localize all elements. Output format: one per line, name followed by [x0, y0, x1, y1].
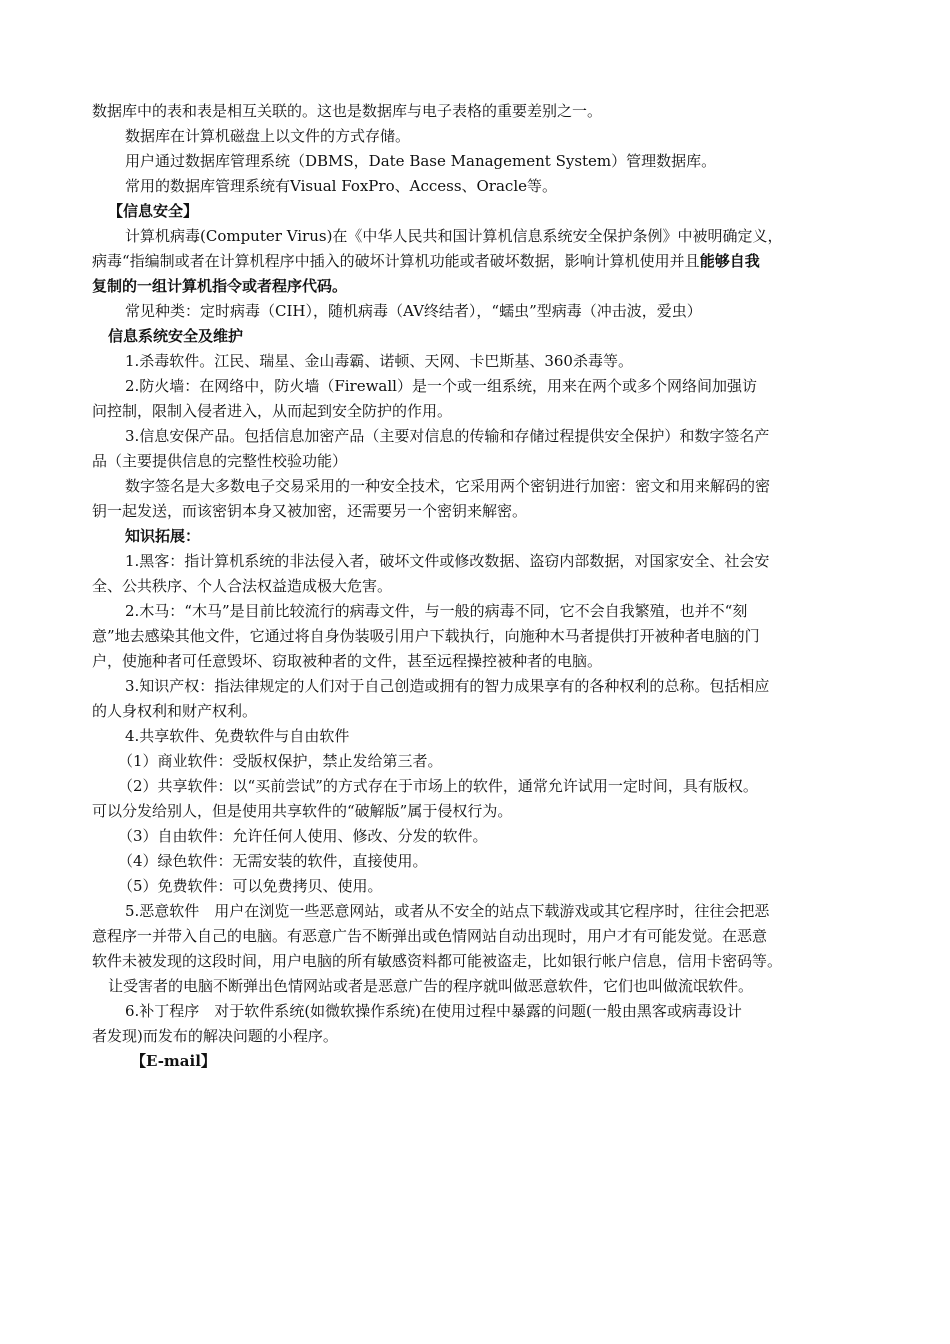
- paragraph-line: 全、公共秩序、个人合法权益造成极大危害。: [92, 577, 393, 595]
- paragraph-line: [92, 249, 760, 274]
- paragraph-line: 1.杀毒软件。江民、瑞星、金山毒霸、诺顿、天网、卡巴斯基、360杀毒等。: [125, 352, 633, 370]
- paragraph-line: 者发现)而发布的解决问题的小程序。: [92, 1027, 338, 1045]
- list-item: （3）自由软件：允许任何人使用、修改、分发的软件。: [118, 827, 488, 845]
- paragraph-line: 可以分发给别人，但是使用共享软件的“破解版”属于侵权行为。: [92, 802, 513, 820]
- paragraph-line: 钥一起发送，而该密钥本身又被加密，还需要另一个密钥来解密。: [92, 502, 528, 520]
- paragraph-line: 数字签名是大多数电子交易采用的一种安全技术，它采用两个密钥进行加密：密文和用来解码的密: [125, 477, 771, 495]
- paragraph-line: 品（主要提供信息的完整性校验功能）: [92, 452, 348, 470]
- paragraph-line: 1.黑客：指计算机系统的非法侵入者，破坏文件或修改数据、盗窃内部数据，对国家安全、社会安: [125, 552, 770, 570]
- paragraph-line: 2.木马：“木马”是目前比较流行的病毒文件，与一般的病毒不同，它不会自我繁殖，也并不“刻: [125, 602, 748, 620]
- paragraph-line: 常用的数据库管理系统有Visual FoxPro、Access、Oracle等。: [125, 177, 557, 195]
- paragraph-line: 问控制，限制入侵者进入，从而起到安全防护的作用。: [92, 402, 453, 420]
- list-item: （4）绿色软件：无需安装的软件，直接使用。: [118, 852, 428, 870]
- paragraph-line: 用户通过数据库管理系统（DBMS，Date Base Management System）管理数据库。: [125, 152, 717, 170]
- bold-text-run: 能够自我: [699, 252, 760, 270]
- paragraph-line: 6.补丁程序 对于软件系统(如微软操作系统)在使用过程中暴露的问题(一般由黑客或病毒设计: [125, 1002, 742, 1020]
- paragraph-line: 3.信息安保产品。包括信息加密产品（主要对信息的传输和存储过程提供安全保护）和数字签名产: [125, 427, 770, 445]
- paragraph-line: 数据库中的表和表是相互关联的。这也是数据库与电子表格的重要差别之一。: [92, 102, 603, 120]
- list-item: （5）免费软件：可以免费拷贝、使用。: [118, 877, 383, 895]
- paragraph-line: 3.知识产权：指法律规定的人们对于自己创造或拥有的智力成果享有的各种权利的总称。包括相应: [125, 677, 770, 695]
- section-heading: 【信息安全】: [108, 202, 199, 220]
- list-item: （2）共享软件：以“买前尝试”的方式存在于市场上的软件，通常允许试用一定时间，具有版权。: [118, 777, 758, 795]
- text-run: 病毒“指编制或者在计算机程序中插入的破坏计算机功能或者破坏数据，影响计算机使用并且: [92, 252, 700, 270]
- paragraph-line: 意”地去感染其他文件，它通过将自身伪装吸引用户下载执行，向施种木马者提供打开被种者电脑的门: [92, 627, 760, 645]
- paragraph-line: 常见种类：定时病毒（CIH），随机病毒（AV终结者），“蠕虫”型病毒（冲击波，爱虫）: [125, 302, 702, 320]
- paragraph-line: 户，使施种者可任意毁坏、窃取被种者的文件，甚至远程操控被种者的电脑。: [92, 652, 603, 670]
- section-heading: 信息系统安全及维护: [108, 327, 244, 345]
- paragraph-line-bold: 复制的一组计算机指令或者程序代码。: [92, 277, 348, 295]
- section-heading: 【E-mail】: [131, 1052, 216, 1070]
- paragraph-line: 的人身权利和财产权利。: [92, 702, 258, 720]
- paragraph-line: 意程序一并带入自己的电脑。有恶意广告不断弹出或色情网站自动出现时，用户才有可能发觉。在恶意: [92, 927, 768, 945]
- paragraph-line: 软件未被发现的这段时间，用户电脑的所有敏感资料都可能被盗走，比如银行帐户信息，信用卡密码等。: [92, 952, 783, 970]
- paragraph-line: 4.共享软件、免费软件与自由软件: [125, 727, 350, 745]
- paragraph-line: 5.恶意软件 用户在浏览一些恶意网站，或者从不安全的站点下载游戏或其它程序时，往往会把恶: [125, 902, 770, 920]
- paragraph-line: 2.防火墙：在网络中，防火墙（Firewall）是一个或一组系统，用来在两个或多个网络间加强访: [125, 377, 757, 395]
- paragraph-line: 让受害者的电脑不断弹出色情网站或者是恶意广告的程序就叫做恶意软件，它们也叫做流氓软件。: [108, 977, 754, 995]
- paragraph-line: 数据库在计算机磁盘上以文件的方式存储。: [125, 127, 411, 145]
- paragraph-line: 计算机病毒(Computer Virus)在《中华人民共和国计算机信息系统安全保护条例》中被明确定义，: [125, 227, 783, 245]
- list-item: （1）商业软件：受版权保护，禁止发给第三者。: [118, 752, 443, 770]
- section-heading: 知识拓展：: [125, 527, 201, 545]
